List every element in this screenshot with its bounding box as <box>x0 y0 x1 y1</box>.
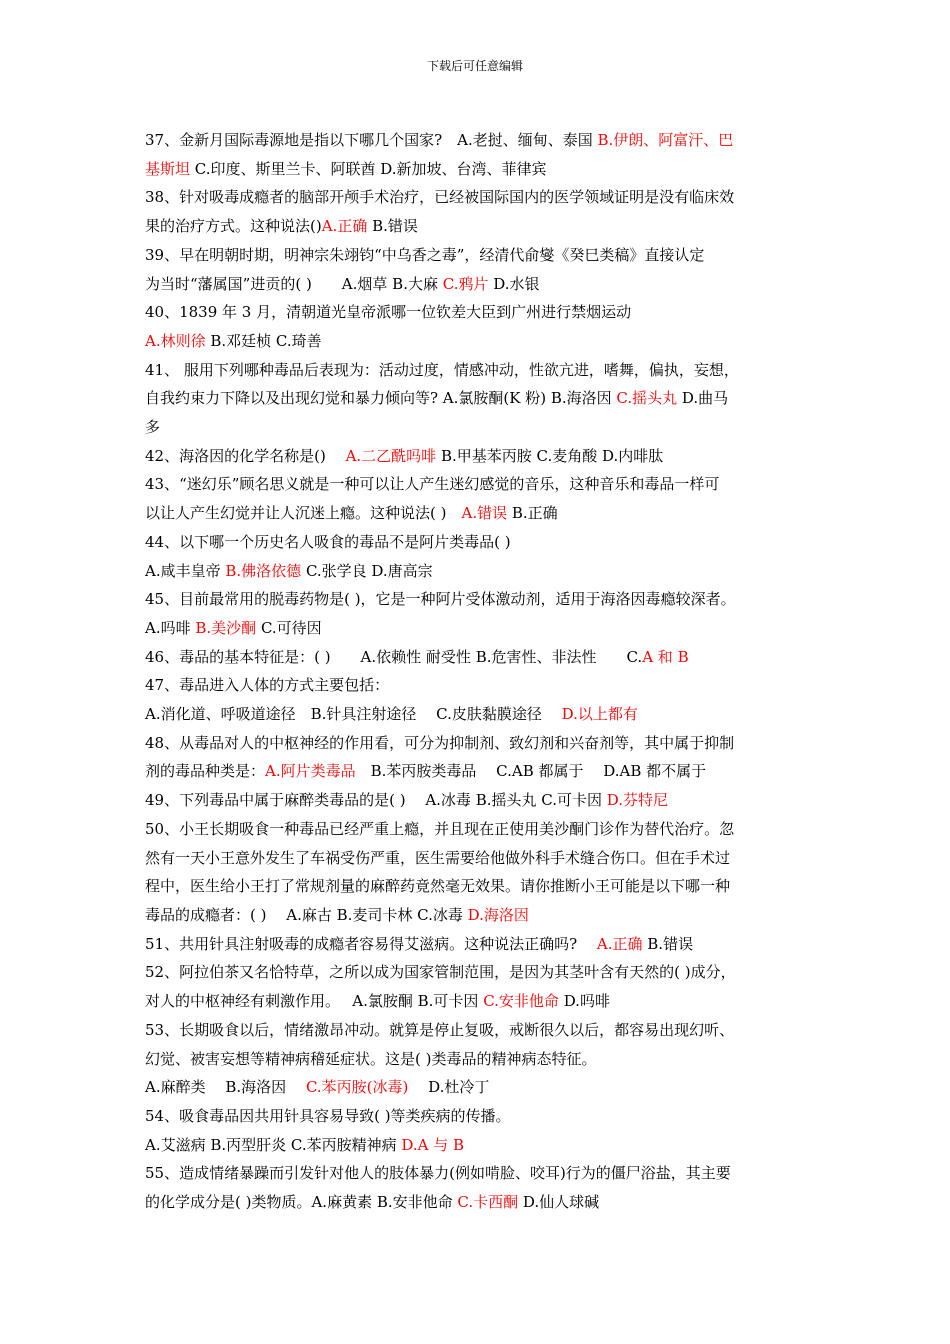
answer-highlight: A.林则徐 <box>145 331 206 350</box>
text-line <box>145 1016 807 1045</box>
text-line <box>145 212 807 241</box>
line-text: 41、 服用下列哪种毒品后表现为：活动过度，情感冲动，性欲亢进，嗜舞，偏执，妄想， <box>145 360 739 379</box>
line-text: C.可待因 <box>256 618 322 637</box>
answer-highlight: A.阿片类毒品 <box>265 762 356 781</box>
line-text: A.咸丰皇帝 <box>145 561 226 580</box>
text-line <box>145 557 807 586</box>
line-text: C.印度、斯里兰卡、阿联酋 D.新加坡、台湾、菲律宾 <box>190 159 547 178</box>
line-text: 44、以下哪一个历史名人吸食的毒品不是阿片类毒品( ) <box>145 532 511 551</box>
text-line <box>145 872 807 901</box>
line-text: 39、早在明朝时期，明神宗朱翊钧“中乌香之毒”，经清代俞燮《癸巳类稿》直接认定 <box>145 245 705 264</box>
line-text: C.张学良 D.唐高宗 <box>301 561 433 580</box>
text-line <box>145 786 807 815</box>
line-text: 40、1839 年 3 月，清朝道光皇帝派哪一位钦差大臣到广州进行禁烟运动 <box>145 303 632 322</box>
line-text: 52、阿拉伯茶又名恰特草，之所以成为国家管制范围，是因为其茎叶含有天然的( )成分， <box>145 963 736 982</box>
line-text: B.邓廷桢 C.琦善 <box>205 331 322 350</box>
answer-highlight: 基斯坦 <box>145 159 191 178</box>
answer-highlight: D.A 与 B <box>401 1135 465 1154</box>
line-text: A.消化道、呼吸道途径 B.针具注射途径 C.皮肤黏膜途径 <box>145 705 562 724</box>
line-text: B.错误 <box>367 217 418 236</box>
text-line <box>145 442 807 471</box>
answer-highlight: D.芬特尼 <box>606 791 669 810</box>
line-text: B.甲基苯丙胺 C.麦角酸 D.内啡肽 <box>436 446 664 465</box>
line-text: 果的治疗方式。这种说法() <box>145 217 322 236</box>
text-line <box>145 356 807 385</box>
answer-highlight: B.美沙酮 <box>195 618 257 637</box>
line-text: 37、金新月国际毒源地是指以下哪几个国家? A.老挝、缅甸、泰国 <box>145 131 598 149</box>
line-text: 的化学成分是( )类物质。A.麻黄素 B.安非他命 <box>145 1193 458 1212</box>
text-line <box>145 815 807 844</box>
text-line <box>145 327 807 356</box>
answer-highlight: C.摇头丸 <box>616 389 678 408</box>
line-text: D.曲马 <box>677 389 729 408</box>
line-text: 毒品的成瘾者：( ) A.麻古 B.麦司卡林 C.冰毒 <box>145 905 468 924</box>
text-line <box>145 183 807 212</box>
answer-highlight: A.二乙酰吗啡 <box>345 446 437 465</box>
line-text: D.水银 <box>488 274 540 293</box>
text-line <box>145 643 807 672</box>
line-text: A.麻醉类 B.海洛因 <box>145 1078 306 1097</box>
line-text: 剂的毒品种类是： <box>145 762 266 781</box>
text-line <box>145 298 807 327</box>
text-line <box>145 1073 807 1102</box>
line-text: 幻觉、被害妄想等精神病稽延症状。这是( )类毒品的精神病态特征。 <box>145 1049 597 1068</box>
line-text: 自我约束力下降以及出现幻觉和暴力倾向等? A.氯胺酮(K 粉) B.海洛因 <box>145 389 617 408</box>
answer-highlight: C.安非他命 <box>483 992 559 1011</box>
line-text: 42、海洛因的化学名称是() <box>145 446 346 465</box>
text-line <box>145 671 807 700</box>
line-text: 然有一天小王意外发生了车祸受伤严重，医生需要给他做外科手术缝合伤口。但在手术过 <box>145 848 731 867</box>
text-line <box>145 241 807 270</box>
line-text: B.苯丙胺类毒品 C.AB 都属于 D.AB 都不属于 <box>355 762 707 781</box>
page-header: 下载后可任意编辑 <box>426 59 523 73</box>
line-text: 46、毒品的基本特征是：( ) A.依赖性 耐受性 B.危害性、非法性 C. <box>145 647 643 666</box>
text-line <box>145 1131 807 1160</box>
line-text: 53、长期吸食以后，情绪激昂冲动。就算是停止复吸，戒断很久以后，都容易出现幻听、 <box>145 1020 735 1039</box>
line-text: 43、“迷幻乐”顾名思义就是一种可以让人产生迷幻感觉的音乐，这种音乐和毒品一样可 <box>145 475 720 494</box>
text-line <box>145 1045 807 1074</box>
text-line <box>145 729 807 758</box>
answer-highlight: A.正确 <box>596 934 643 953</box>
text-line <box>145 384 807 413</box>
line-text: B.错误 <box>642 934 694 953</box>
answer-highlight: D.以上都有 <box>561 705 638 724</box>
line-text: A.艾滋病 B.丙型肝炎 C.苯丙胺精神病 <box>145 1135 402 1154</box>
answer-highlight: A.正确 <box>321 217 368 236</box>
answer-highlight: C.鸦片 <box>442 274 489 293</box>
text-line <box>145 930 807 959</box>
line-text: 55、造成情绪暴躁而引发针对他人的肢体暴力(例如啃脸、咬耳)行为的僵尸浴盐，其主要 <box>145 1164 731 1183</box>
text-line <box>145 614 807 643</box>
text-line <box>145 413 807 442</box>
line-text: D.吗啡 <box>558 992 610 1011</box>
text-line <box>145 757 807 786</box>
line-text: 48、从毒品对人的中枢神经的作用看，可分为抑制剂、致幻剂和兴奋剂等，其中属于抑制 <box>145 733 735 752</box>
line-text: 以让人产生幻觉并让人沉迷上瘾。这种说法( ) <box>145 504 462 523</box>
text-line <box>145 901 807 930</box>
text-line <box>145 155 807 184</box>
text-line <box>145 958 807 987</box>
line-text: 对人的中枢神经有刺激作用。 A.氯胺酮 B.可卡因 <box>145 992 484 1011</box>
line-text: 为当时“藩属国”进贡的( ) A.烟草 B.大麻 <box>145 274 443 293</box>
line-text: B.正确 <box>507 504 558 523</box>
answer-highlight: A 和 B <box>642 647 689 666</box>
text-line <box>145 499 807 528</box>
text-line <box>145 1102 807 1131</box>
line-text: 50、小王长期吸食一种毒品已经严重上瘾，并且现在正使用美沙酮门诊作为替代治疗。忽 <box>145 819 735 838</box>
line-text: 程中，医生给小王打了常规剂量的麻醉药竟然毫无效果。请你推断小王可能是以下哪一种 <box>145 877 731 896</box>
answer-highlight: C.苯丙胺(冰毒) <box>305 1078 409 1097</box>
line-text: 多 <box>145 418 161 437</box>
answer-highlight: B.伊朗、阿富汗、巴 <box>597 131 734 149</box>
line-text: 47、毒品进入人体的方式主要包括： <box>145 676 390 695</box>
text-line <box>145 1159 807 1188</box>
text-line <box>145 126 807 155</box>
text-line <box>145 700 807 729</box>
answer-highlight: D.海洛因 <box>467 905 529 924</box>
line-text: 49、下列毒品中属于麻醉类毒品的是( ) A.冰毒 B.摇头丸 C.可卡因 <box>145 791 607 810</box>
text-line <box>145 585 807 614</box>
text-line <box>145 270 807 299</box>
question-list <box>145 126 807 1217</box>
line-text: 54、吸食毒品因共用针具容易导致( )等类疾病的传播。 <box>145 1106 511 1125</box>
line-text: 38、针对吸毒成瘾者的脑部开颅手术治疗，已经被国际国内的医学领域证明是没有临床效 <box>145 188 735 207</box>
line-text: 45、目前最常用的脱毒药物是( )，它是一种阿片受体激动剂，适用于海洛因毒瘾较深者。 <box>145 590 736 609</box>
answer-highlight: B.佛洛依德 <box>225 561 302 580</box>
line-text: 51、共用针具注射吸毒的成瘾者容易得艾滋病。这种说法正确吗? <box>145 934 597 953</box>
text-line <box>145 528 807 557</box>
text-line <box>145 844 807 873</box>
text-line <box>145 1188 807 1217</box>
text-line <box>145 987 807 1016</box>
text-line <box>145 470 807 499</box>
answer-highlight: C.卡西酮 <box>457 1193 519 1212</box>
line-text: D.仙人球碱 <box>518 1193 600 1212</box>
line-text: A.吗啡 <box>145 618 196 637</box>
line-text: D.杜冷丁 <box>408 1078 490 1097</box>
answer-highlight: A.错误 <box>461 504 508 523</box>
